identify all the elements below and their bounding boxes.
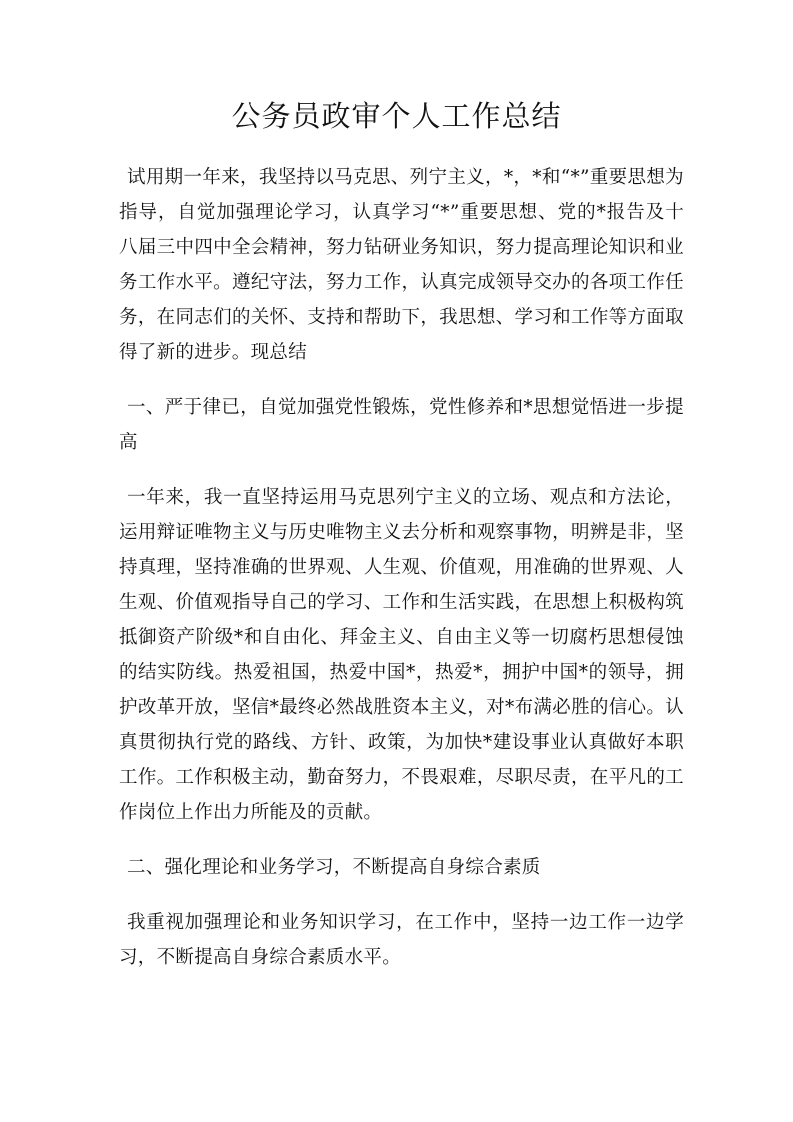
- section-two-heading: 二、强化理论和业务学习，不断提高自身综合素质: [127, 857, 541, 878]
- page-title: 公务员政审个人工作总结: [231, 99, 562, 133]
- intro-paragraph: 试用期一年来，我坚持以马克思、列宁主义，*，*和“*”重要思想为指导，自觉加强理论学习，认真学习“*”重要思想、党的*报告及十八届三中四中全会精神，努力钻研业务知识，努力提高理论知识和业务工作水平。遵纪守法，努力工作，认真完成领导交办的各项工作任务，在同志们的关怀、支持和帮助下，我思想、学习和工作等方面取得了新的进步。现总结: [119, 167, 684, 363]
- section-two-paragraph: 我重视加强理论和业务知识学习，在工作中，坚持一边工作一边学习，不断提高自身综合素质水平。: [119, 912, 684, 968]
- section-one-paragraph: 一年来，我一直坚持运用马克思列宁主义的立场、观点和方法论，运用辩证唯物主义与历史唯物主义去分析和观察事物，明辨是非，坚持真理，坚持准确的世界观、人生观、价值观，用准确的世界观、人生观、价值观指导自己的学习、工作和生活实践，在思想上积极构筑抵御资产阶级*和自由化、拜金主义、自由主义等一切腐朽思想侵蚀的结实防线。热爱祖国，热爱中国*，热爱*，拥护中国*的领导，拥护改革开放，坚信*最终必然战胜资本主义，对*布满必胜的信心。认真贯彻执行党的路线、方针、政策，为加快*建设事业认真做好本职工作。工作积极主动，勤奋努力，不畏艰难，尽职尽责，在平凡的工作岗位上作出力所能及的贡献。: [119, 487, 684, 823]
- section-one-heading: 一、严于律已，自觉加强党性锻炼，党性修养和*思想觉悟进一步提高: [119, 397, 684, 453]
- document-body: [119, 160, 684, 995]
